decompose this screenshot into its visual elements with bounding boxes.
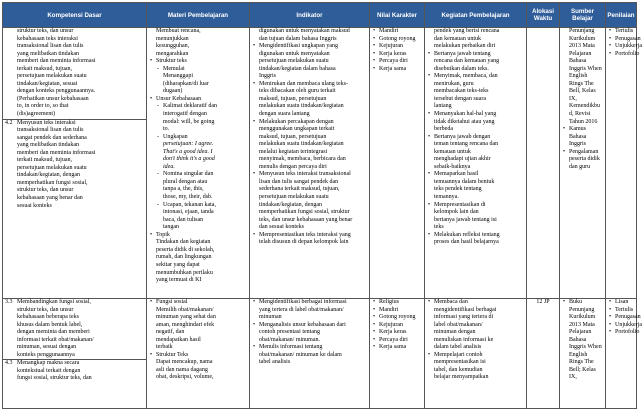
- header-sumber: Sumber Belajar: [560, 3, 606, 28]
- text-line: Menanggapi: [163, 73, 193, 80]
- alokasi-cell: [527, 28, 560, 299]
- text-line: (diharapkan/di luar: [163, 80, 209, 87]
- text-line: • Mengidentifikasi berbagai informasi: [259, 299, 347, 305]
- text-line: memperhatikan fungsi sosial,: [17, 179, 88, 186]
- list-item: [434, 299, 524, 352]
- text-line: • Membaca dan: [434, 299, 468, 305]
- list-item: [569, 299, 603, 382]
- text-line: • Melakukan percakapan dengan: [259, 118, 334, 125]
- text-line: memperhatikan fungsi sosial, struktur: [259, 209, 350, 216]
- list-item: [259, 43, 367, 81]
- text-line: kontekstual terkait dengan: [17, 367, 81, 374]
- list-item: • Penugasan: [615, 36, 634, 44]
- text-line: asli dan nama dagang: [156, 366, 208, 373]
- sumber-list: [562, 126, 603, 171]
- text-line: idea.: [163, 163, 175, 170]
- text-line: dan guru: [569, 163, 591, 170]
- text-line: - Kalimat deklaratif dan: [163, 103, 217, 110]
- text-line: Rings The: [569, 80, 594, 87]
- text-line: lisan dan tulis sangat pendek dan: [259, 178, 339, 185]
- list-item: • Kerja sama: [379, 344, 422, 352]
- text-line: sekitar yang dapat: [156, 261, 200, 268]
- text-line: • Melakukan refleksi tentang: [434, 231, 500, 238]
- text-line: terbaik: [156, 344, 173, 351]
- list-item: [434, 134, 524, 172]
- text-line: minuman yang sehat dan: [156, 314, 216, 321]
- alokasi-value: 12 JP: [536, 299, 550, 305]
- text-line: Tindakan dan kegiatan: [156, 239, 211, 246]
- kegiatan-list: [427, 51, 524, 247]
- text-line: maksud, tujuan, persetujuan: [259, 133, 327, 140]
- list-item: [259, 299, 367, 322]
- list-item: [434, 171, 524, 201]
- list-item: • Tertulis: [615, 28, 634, 36]
- text-line: struktur teks, dan unsur: [17, 306, 74, 313]
- text-line: dengan suara lantang: [259, 111, 310, 118]
- text-line: minuman, sesuai dengan: [17, 344, 77, 351]
- text-line: tindakan/kegiatan, dengan: [17, 172, 80, 179]
- text-line: tindakan/kegiatan dalam bahasa: [259, 65, 336, 72]
- text-line: lantang: [434, 103, 452, 110]
- text-line: Inggris When: [569, 344, 602, 351]
- list-item: [569, 126, 603, 149]
- text-line: tersebut dengan suara: [434, 95, 486, 102]
- list-item: • Tertulis: [615, 307, 634, 315]
- text-line: informasi terkait obat/makanan/: [17, 336, 94, 343]
- text-line: teks pendek tentang: [434, 186, 482, 193]
- text-line: sangat pendek dan sederhana: [17, 134, 87, 141]
- text-line: • Menganalisis unsur kebahasaan dari: [259, 321, 346, 328]
- materi-struktur-text: [156, 359, 247, 382]
- text-line: digunakan untuk menyatakan: [259, 50, 330, 57]
- text-line: peserta didik: [569, 156, 600, 163]
- text-line: menyimak, membaca, berbicara dan: [259, 156, 346, 163]
- text-line: tangan: [163, 224, 179, 231]
- text-line: Kurikulum: [569, 35, 596, 42]
- text-line: disebutkan dalam teks.: [434, 65, 489, 72]
- text-line: Inggris When: [569, 65, 602, 72]
- text-line: • Kamus: [569, 126, 586, 133]
- list-item: • Kerja keras: [379, 329, 422, 337]
- kegiatan-cell: [425, 28, 527, 299]
- text-line: konteks penggunaannya: [17, 351, 75, 358]
- table-row: [3, 299, 637, 409]
- text-line: Bell, Kelas: [569, 88, 596, 95]
- text-line: aman, menghindari efek: [156, 321, 215, 328]
- list-item: • Kerja sama: [379, 66, 422, 74]
- list-item: • Percaya diri: [379, 337, 422, 345]
- text-line: baca, dan tulisan: [163, 216, 204, 223]
- list-item: • Penugasan: [615, 314, 634, 322]
- text-line: memberi dan meminta informasi: [17, 58, 96, 65]
- table-row: [3, 28, 637, 299]
- text-line: transaksional lisan dan tulis: [17, 127, 84, 134]
- text-line: label obat/makanan/: [434, 321, 483, 328]
- penilaian-cell: [606, 28, 642, 299]
- text-line: pendek yang berisi rencana: [434, 28, 500, 34]
- header-kegiatan: Kegiatan Pembelajaran: [425, 3, 527, 28]
- indikator-cell: [250, 299, 370, 409]
- text-line: Rings The: [569, 359, 594, 366]
- text-line: teks: [434, 224, 444, 231]
- text-line: menggunakan ungkapan terkait: [259, 126, 335, 133]
- text-line: menulis dengan percaya diri: [259, 163, 327, 170]
- text-line: melakukan perbaikan diri: [434, 43, 496, 50]
- text-line: mengarahkan: [156, 50, 189, 57]
- list-item: [259, 322, 367, 345]
- text-line: Bahasa: [569, 336, 587, 343]
- header-nilai-karakter: Nilai Karakter: [370, 3, 425, 28]
- text-line: those, my, their, dsb.: [163, 194, 213, 201]
- list-item: • Mandiri: [379, 307, 422, 315]
- text-line: minuman dengan: [434, 329, 476, 336]
- text-line: plural dengan atau: [163, 178, 208, 185]
- text-line: English: [569, 351, 588, 358]
- text-line: telah disusun di depan kelompok lain: [259, 239, 349, 246]
- header-row: [3, 3, 637, 28]
- text-line: belajar menyampaikan: [434, 374, 489, 381]
- text-line: Bell; Kelas: [569, 366, 596, 373]
- nilai-cell: [370, 299, 425, 409]
- materi-struktur-label: Struktur teks: [156, 58, 187, 65]
- list-item: • Kejujuran: [379, 43, 422, 51]
- text-line: struktur teks, dan unsur: [17, 187, 74, 194]
- text-line: rencana dan kemauan yang: [434, 58, 500, 65]
- kd-top-text: [17, 28, 144, 119]
- text-line: Membuat rencana,: [156, 28, 201, 34]
- text-line: Kurikulum: [569, 314, 596, 321]
- text-line: - Ungkapan: [163, 133, 188, 140]
- materi-unsur-nomina: [163, 171, 247, 201]
- materi-unsur-ucapan: [163, 202, 247, 232]
- text-line: informasi yang tertera di: [434, 314, 494, 321]
- list-item: • Unjukkerja: [615, 43, 634, 51]
- list-item: [434, 111, 524, 134]
- text-line: • Buku: [569, 299, 583, 305]
- text-line: Menangkap makna secara: [17, 360, 80, 367]
- materi-fungsi-text: [156, 307, 247, 352]
- text-line: melalui kegiatan terintegrasi: [259, 148, 328, 155]
- text-line: khusus dalam bentuk label,: [17, 321, 83, 328]
- materi-struktur-item: [163, 66, 247, 96]
- materi-intro: [149, 28, 247, 58]
- text-line: maksud, tujuan, persetujuan: [259, 95, 327, 102]
- text-line: peserta didik di sekolah,: [156, 246, 215, 253]
- text-line: to, in order to, so that: [17, 103, 69, 110]
- text-line: mendapatkan hasil: [156, 336, 201, 343]
- text-line: intonasi, ejaan, tanda: [163, 209, 214, 216]
- text-line: Menyusun teks interaksi: [17, 119, 76, 126]
- text-line: terkait maksud, tujuan,: [17, 157, 72, 164]
- text-line: Dapat mencakup, nama: [156, 359, 213, 366]
- text-line: • Menyimak, membaca, dan: [434, 73, 498, 80]
- kd-number: 3.3: [5, 299, 13, 305]
- penilaian-list: [608, 299, 642, 337]
- text-line: to.: [163, 126, 170, 133]
- text-line: tabel, dan kemudian: [434, 366, 483, 373]
- list-item: • Gotong royong: [379, 314, 422, 322]
- text-line: bertanya jawab tentang isi: [434, 216, 497, 223]
- penilaian-cell: [606, 299, 642, 409]
- text-line: yang melibatkan tindakan: [17, 142, 79, 149]
- indikator-cell: [250, 28, 370, 299]
- text-line: Penunjang: [569, 306, 595, 313]
- text-line: Kemendikbu: [569, 103, 600, 110]
- text-line: menghadapi ujian akhir: [434, 156, 491, 163]
- text-line: tanpa a, the, this,: [163, 186, 204, 193]
- sumber-list: [562, 299, 603, 382]
- list-item: [259, 171, 367, 231]
- kegiatan-cell: [425, 299, 527, 409]
- text-line: - Ucapan, tekanan kata,: [163, 201, 216, 208]
- text-line: dan tujuan dalam bahasa Inggris: [259, 35, 337, 42]
- materi-fungsi-label: Fungsi sosial: [156, 299, 188, 305]
- kegiatan-top: [427, 28, 524, 51]
- kd-4-2-text: [17, 120, 144, 211]
- text-line: Inggris: [259, 73, 276, 80]
- text-line: rumah, dan lingkungan: [156, 254, 212, 261]
- text-line: 2013 Mata: [569, 321, 595, 328]
- text-line: dugaan): [163, 88, 183, 95]
- text-line: teks dibacakan oleh guru terkait: [259, 88, 336, 95]
- materi-cell: [147, 299, 250, 409]
- list-item: • Mandiri: [379, 28, 422, 36]
- materi-struktur-label: Struktur Teks: [156, 351, 189, 358]
- text-line: - Memulai: [163, 65, 185, 72]
- text-line: dan sesuai konteks: [259, 224, 304, 231]
- text-line: dalam tabel analisis: [434, 344, 482, 351]
- text-line: • Mempelajari contoh: [434, 351, 483, 358]
- text-line: obat, deskripsi, volume,: [156, 374, 214, 381]
- materi-unsur-kalimat: [163, 103, 247, 133]
- text-line: Inggris: [569, 141, 586, 148]
- kd-number: 4.3: [5, 360, 13, 367]
- text-line: Penunjang: [569, 28, 595, 34]
- text-line: contoh presentasi tentang: [259, 329, 320, 336]
- text-line: menunjukkan: [156, 35, 189, 42]
- text-line: - Nomina singular dan: [163, 171, 214, 178]
- list-item: • Portofolio: [615, 51, 634, 59]
- list-item: [569, 149, 603, 172]
- materi-unsur-ungkapan: [163, 134, 247, 172]
- kd-cell: [3, 299, 147, 409]
- nilai-list: [372, 299, 422, 352]
- text-line: (dis)agreement): [17, 111, 55, 118]
- nilai-cell: [370, 28, 425, 299]
- list-item: • Portofolio: [615, 329, 634, 337]
- text-line: yang melibatkan tindakan: [17, 50, 79, 57]
- text-line: tindakan/kegiatan, dengan: [259, 201, 322, 208]
- kd-4-3-text: [17, 360, 144, 383]
- text-line: tidak diketahui atau yang: [434, 118, 495, 125]
- text-line: English: [569, 73, 588, 80]
- text-line: negatif, dan: [156, 329, 185, 336]
- text-line: menumbuhkan perilaku: [156, 269, 213, 276]
- materi-unsur-label: Unsur Kebahasaan: [156, 95, 202, 102]
- kegiatan-list: [427, 299, 524, 382]
- text-line: tindakan/kegiatan, sesuai: [17, 80, 78, 87]
- kd-number: 4.2: [5, 119, 13, 126]
- list-item: • Kejujuran: [379, 322, 422, 330]
- text-line: • Bertanya jawab dengan: [434, 133, 491, 140]
- list-item: • Gotong royong: [379, 36, 422, 44]
- kd-3-3-text: [17, 299, 144, 359]
- text-line: kebahasaan yang benar dan: [17, 195, 83, 202]
- text-line: • Mengidentifikasi ungkapan yang: [259, 43, 338, 50]
- text-line: • Pengalaman: [569, 148, 599, 155]
- text-line: Memilih obat/makanan/: [156, 306, 214, 313]
- materi-topik-text: [156, 239, 247, 284]
- text-line: dengan konteks penggunaannya.: [17, 88, 96, 95]
- text-line: That's a good idea. I: [163, 148, 213, 155]
- text-line: d, Revisi: [569, 111, 591, 118]
- text-line: • Menyusun teks interaksi transaksional: [259, 171, 351, 178]
- syllabus-table: [2, 2, 642, 409]
- materi-cell: [147, 28, 250, 299]
- text-line: memberi dan meminta informasi: [17, 149, 96, 156]
- text-line: terkait maksud, tujuan,: [17, 65, 72, 72]
- text-line: persetujuan melakukan suatu: [17, 73, 87, 80]
- text-line: • Menirukan dan membaca ulang teks-: [259, 80, 348, 87]
- materi-topik-label: Topik: [156, 231, 170, 238]
- text-line: • Mempresentasikan teks interaksi yang: [259, 231, 351, 238]
- text-line: Tahun 2016: [569, 118, 598, 125]
- text-line: melakukan suatu tindakan/kegiatan: [259, 141, 344, 148]
- nilai-list: [372, 28, 422, 73]
- text-line: • Memaparkan hasil: [434, 171, 479, 178]
- list-item: • Percaya diri: [379, 58, 422, 66]
- text-line: digunakan untuk menyatakan maksud: [259, 28, 350, 34]
- text-line: • Menulis informasi tentang: [259, 344, 323, 351]
- sumber-cell: [560, 28, 606, 299]
- text-line: dengan meminta dan memberi: [17, 329, 90, 336]
- text-line: temannya.: [434, 194, 459, 201]
- sumber-top: [562, 28, 603, 126]
- text-line: don't think it's a good: [163, 156, 215, 163]
- text-line: menuliskan informasi ke: [434, 336, 494, 343]
- text-line: proses dan hasil belajarnya: [434, 239, 499, 246]
- list-item: [259, 232, 367, 247]
- list-item: [259, 119, 367, 172]
- header-materi: Materi Pembelajaran: [147, 3, 250, 28]
- kd-cell: [3, 28, 147, 299]
- text-line: interogatif dengan: [163, 111, 207, 118]
- indikator-list: [252, 43, 367, 247]
- text-line: struktur teks, dan unsur: [17, 28, 74, 34]
- sumber-cell: [560, 299, 606, 409]
- list-item: • Religius: [379, 299, 422, 307]
- text-line: Pelajaran: [569, 329, 592, 336]
- text-line: persetujuan: I agree.: [163, 141, 214, 148]
- list-item: [434, 232, 524, 247]
- text-line: Membandingkan fungsi sosial,: [17, 299, 91, 305]
- list-item: [434, 352, 524, 382]
- text-line: fungsi sosial, struktur teks, dan: [17, 375, 92, 382]
- list-item: [434, 51, 524, 74]
- text-line: tabel analisis: [259, 359, 291, 366]
- text-line: sesuai konteks: [17, 202, 52, 209]
- text-line: • Bertanya jawab tentang: [434, 50, 491, 57]
- text-line: kelompok lain dan: [434, 209, 479, 216]
- text-line: sebaik-baiknya: [434, 163, 471, 170]
- text-line: menirukan, guru: [434, 80, 474, 87]
- indikator-top: [252, 28, 367, 43]
- text-line: teman tentang rencana dan: [434, 141, 499, 148]
- text-line: obat/makanan/ minuman ke dalam: [259, 351, 342, 358]
- text-line: kebahasaan teks interaksi: [17, 35, 78, 42]
- header-kompetensi-dasar: Kompetensi Dasar: [3, 3, 147, 28]
- text-line: sederhana terkait maksud, tujuan,: [259, 186, 340, 193]
- text-line: mengidentifikasi berbagai: [434, 306, 497, 313]
- text-line: • Menanyakan hal-hal yang: [434, 111, 497, 118]
- text-line: 2013 Mata: [569, 43, 595, 50]
- text-line: yang termuat di KI: [156, 277, 202, 284]
- text-line: persetujuan melakukan suatu: [17, 164, 87, 171]
- text-line: kebahasaan beberapa teks: [17, 314, 79, 321]
- list-item: [434, 73, 524, 111]
- text-line: membacakan teks-teks: [434, 88, 489, 95]
- text-line: IX,: [569, 374, 577, 381]
- text-line: transaksional lisan dan tulis: [17, 43, 84, 50]
- header-alokasi: Alokasi Waktu: [527, 3, 560, 28]
- text-line: kemauan untuk: [434, 148, 471, 155]
- text-line: yang tertera di label obat/makanan/: [259, 306, 344, 313]
- text-line: kesungguhan,: [156, 43, 190, 50]
- text-line: mempresentasikan isi: [434, 359, 486, 366]
- header-penilaian: Penilaian: [606, 3, 637, 28]
- list-item: [259, 81, 367, 119]
- text-line: temuannya dalam bentuk: [434, 178, 495, 185]
- text-line: minuman: [259, 314, 282, 321]
- text-line: persetujuan melakukan suatu: [259, 194, 329, 201]
- list-item: • Unjukkerja: [615, 322, 634, 330]
- text-line: melakukan suatu tindakan/kegiatan: [259, 103, 344, 110]
- text-line: Bahasa: [569, 58, 587, 65]
- text-line: persetujuan melakukan suatu: [259, 58, 329, 65]
- list-item: • Lisan: [615, 299, 634, 307]
- indikator-list: [252, 299, 367, 367]
- text-line: Bahasa: [569, 133, 587, 140]
- text-line: obat/makanan/ minuman.: [259, 336, 320, 343]
- text-line: teks, dan unsur kebahasaan yang benar: [259, 216, 353, 223]
- text-line: Pelajaran: [569, 50, 592, 57]
- text-line: • Mempresentasikan di: [434, 201, 486, 208]
- text-line: berbeda: [434, 126, 453, 133]
- penilaian-list: [608, 28, 642, 58]
- list-item: [434, 202, 524, 232]
- list-item: [259, 344, 367, 367]
- alokasi-cell: [527, 299, 560, 409]
- header-indikator: Indikator: [250, 3, 370, 28]
- text-line: modal: will, be going: [163, 118, 215, 125]
- text-line: dan kemauan untuk: [434, 35, 481, 42]
- text-line: (Perhatikan unsur kebahasaan: [17, 95, 89, 102]
- list-item: • Kerja keras: [379, 51, 422, 59]
- text-line: IX,: [569, 95, 577, 102]
